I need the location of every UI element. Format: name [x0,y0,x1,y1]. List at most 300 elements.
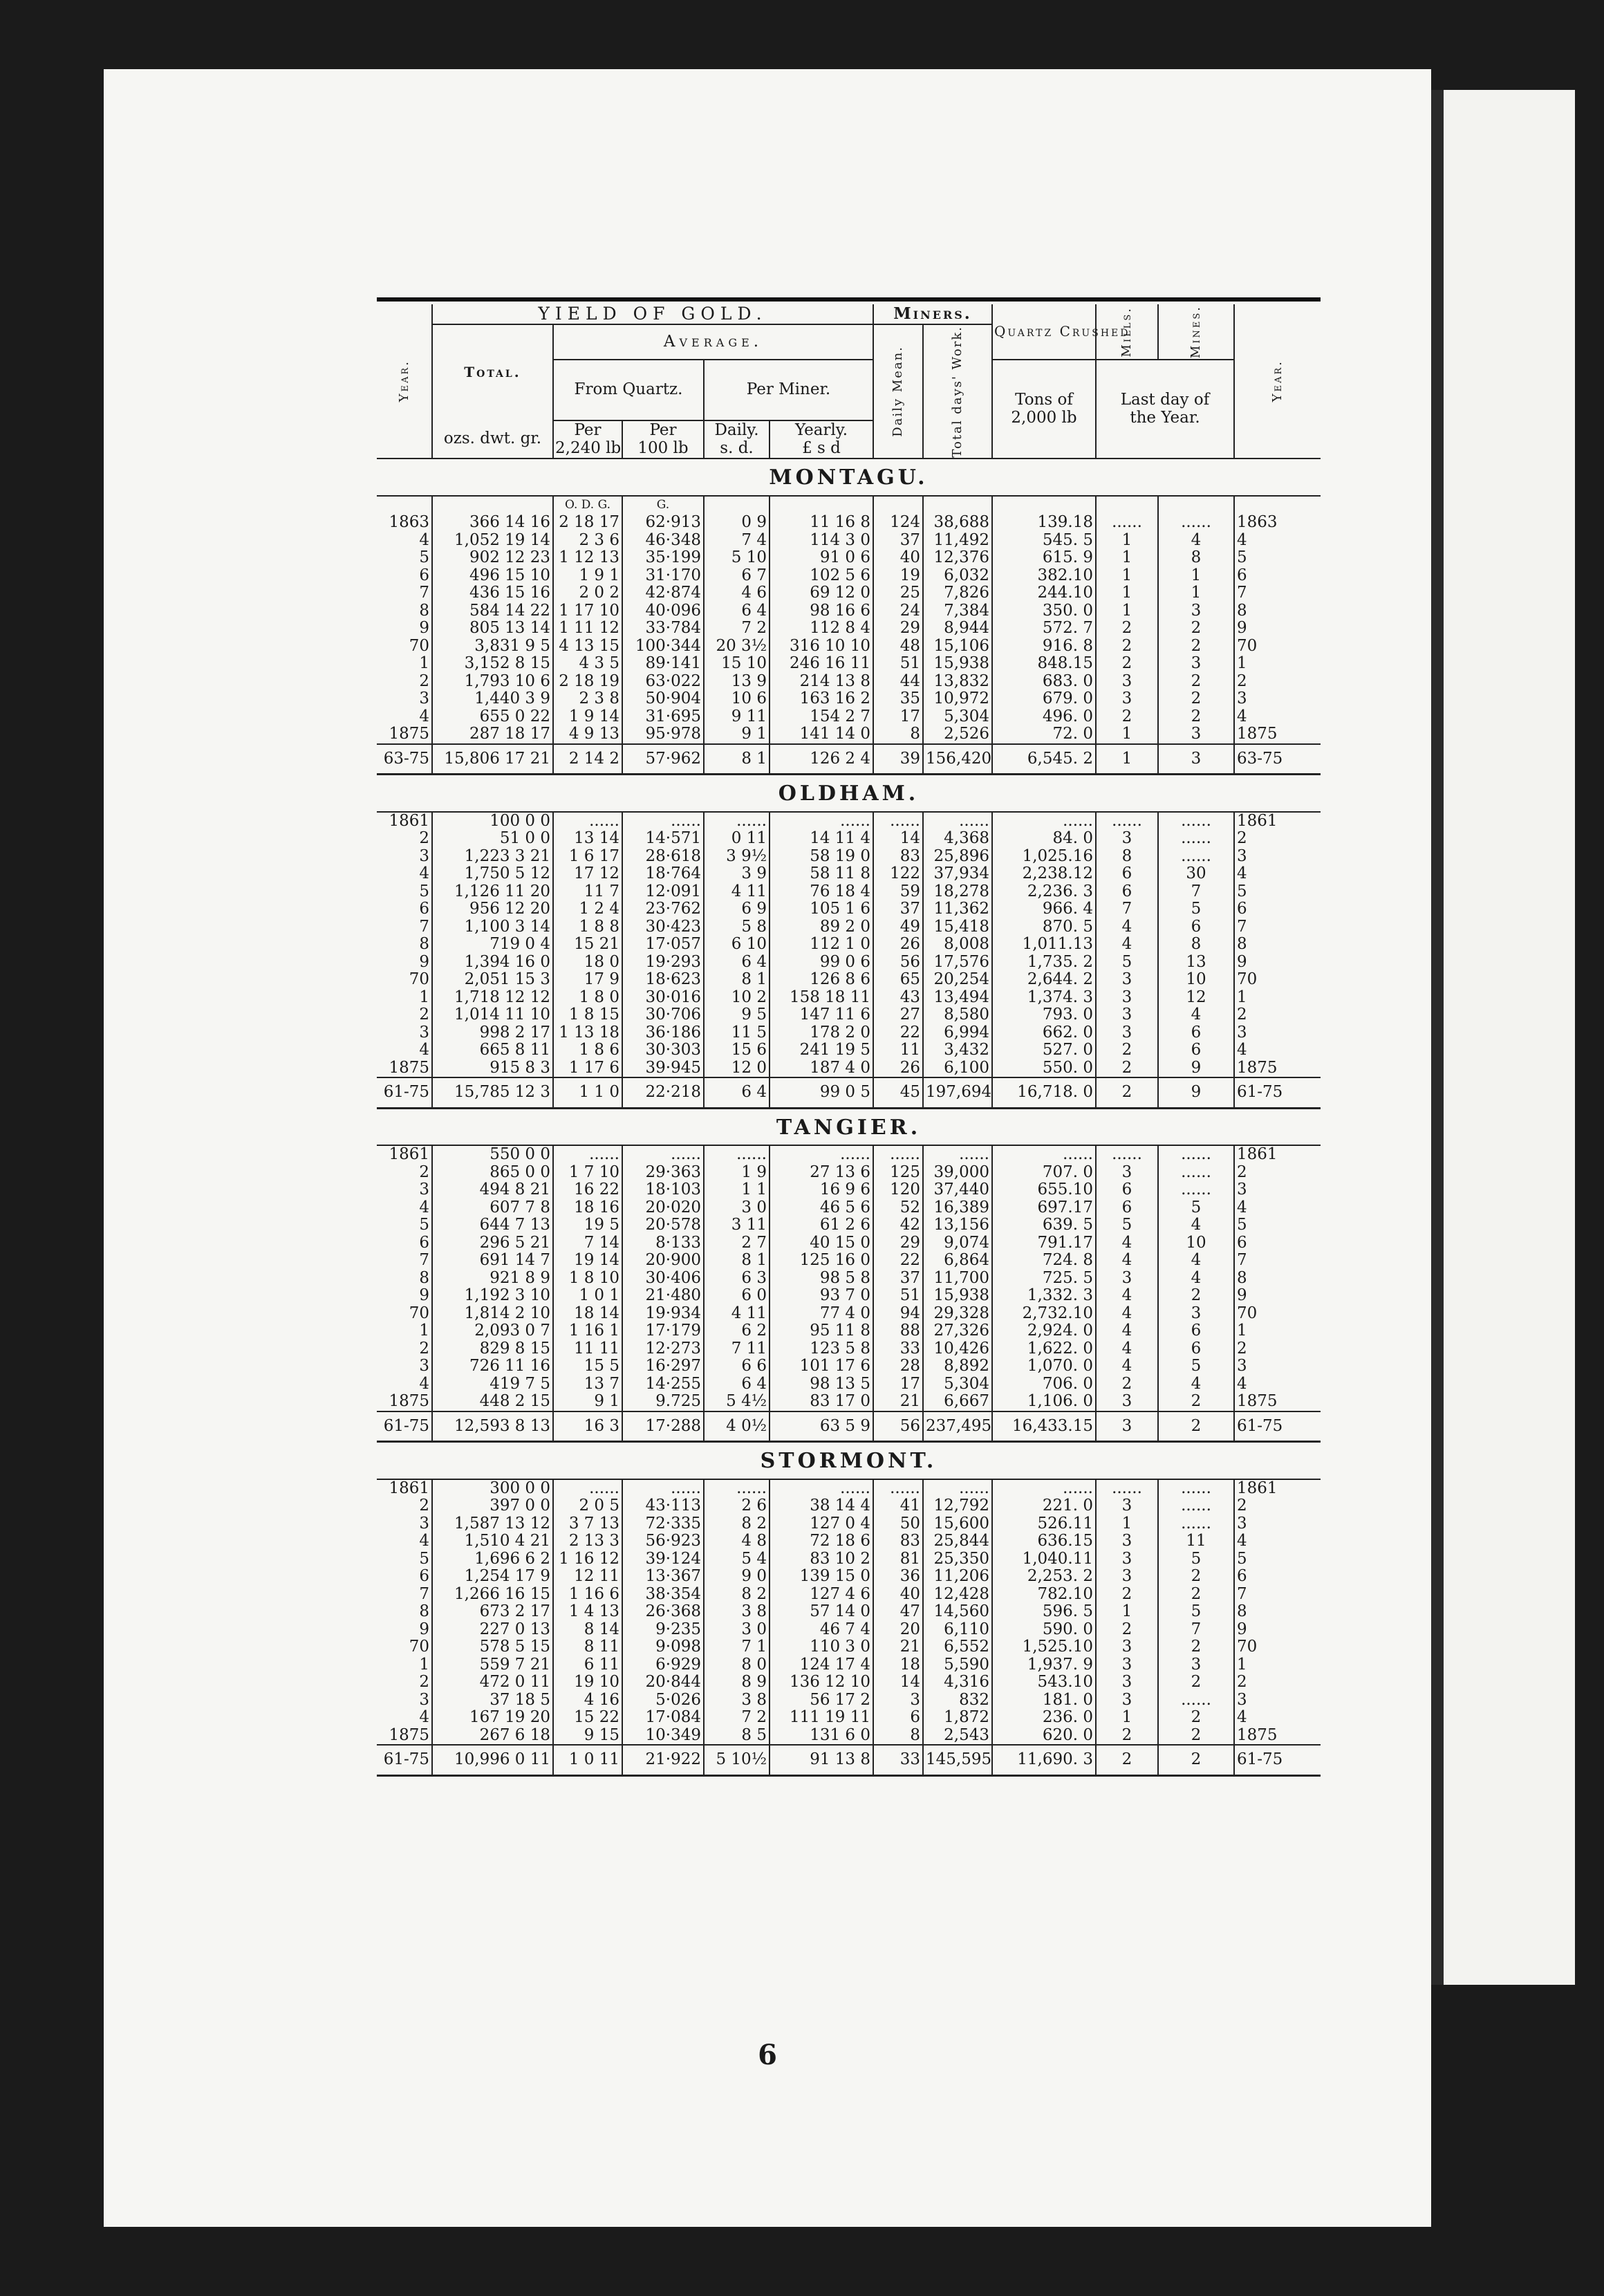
table-cell: 16·297 [622,1358,704,1376]
table-cell: 8 [377,1270,432,1288]
table-cell: 2 18 17 [553,514,622,532]
table-cell: ...... [923,1479,992,1498]
table-cell: 655 0 22 [432,708,553,726]
table-cell: 114 3 0 [770,532,873,550]
table-cell: 865 0 0 [432,1164,553,1182]
table-cell: 136 12 10 [770,1674,873,1692]
table-cell: 5 [1096,954,1158,972]
table-row [377,1497,1321,1515]
table-cell: 15 5 [553,1358,622,1376]
table-cell: 1,374. 3 [992,989,1096,1007]
table-cell: 3 [377,690,432,708]
table-cell: 4 [1237,1374,1247,1393]
table-cell: 3 [1096,1164,1158,1182]
table-cell: 1,622. 0 [992,1340,1096,1358]
table-cell: ...... [1158,514,1234,532]
table-cell: 13 7 [553,1376,622,1394]
table-cell: 1,750 5 12 [432,865,553,883]
table-cell: 1861 [1237,1479,1278,1497]
table-cell: 20 [873,1621,923,1639]
table-cell: 15,418 [923,918,992,936]
table-cell: 8 [1237,935,1247,954]
table-cell: 102 5 6 [770,567,873,585]
table-cell: 47 [873,1603,923,1621]
total-days-work-header: Total days' Work. [923,324,992,459]
table-cell: 1 [1096,1515,1158,1533]
tons-header: Tons of 2,000 lb [992,360,1096,459]
table-cell: 916. 8 [992,638,1096,656]
table-row [377,1621,1321,1639]
table-row [377,690,1321,708]
table-cell: 6 3 [704,1270,770,1288]
table-cell: 6 [1237,1567,1247,1586]
table-row [377,918,1321,936]
total-cell: 21·922 [622,1745,704,1775]
table-cell: 3 [377,1358,432,1376]
table-cell: 4 [377,1041,432,1059]
table-cell: 48 [873,638,923,656]
table-cell: 4 [1237,1532,1247,1550]
table-row [377,1164,1321,1182]
table-cell: 3 [1237,1023,1247,1041]
table-row [377,954,1321,972]
table-cell: 5 4 [704,1550,770,1568]
table-cell: 51 0 0 [432,830,553,848]
table-cell: 139.18 [992,514,1096,532]
table-cell: 9 0 [704,1568,770,1586]
mills-header: Mills. [1096,304,1158,360]
table-row [377,812,1321,831]
table-cell: 7 [1096,900,1158,918]
table-cell: 1875 [1237,725,1278,743]
table-cell: 3 0 [704,1621,770,1639]
table-cell: 496. 0 [992,708,1096,726]
odg-unit-label: O. D. G. [553,496,622,515]
table-cell: 1,872 [923,1709,992,1727]
total-cell: 1 [1096,744,1158,775]
table-cell: 12·273 [622,1340,704,1358]
table-cell: 1875 [377,1059,432,1078]
table-cell: 112 8 4 [770,620,873,638]
table-cell: 12,376 [923,549,992,567]
table-cell: 1 8 0 [553,989,622,1007]
table-cell: 636.15 [992,1533,1096,1550]
table-cell: 127 4 6 [770,1586,873,1604]
total-cell: 156,420 [923,744,992,775]
table-cell: 4 [377,1376,432,1394]
total-cell: 45 [873,1077,923,1108]
table-cell: 2 [1096,708,1158,726]
table-cell: 4 [1237,530,1247,549]
table-cell: 2 [1096,1059,1158,1078]
table-cell: 4 [377,708,432,726]
table-cell: 8 [873,1727,923,1746]
table-cell: 1 [1237,1655,1247,1674]
table-cell: 21·480 [622,1287,704,1305]
total-cell: 4 0½ [704,1411,770,1442]
table-cell: 5 [1237,1216,1247,1234]
table-cell: 6,667 [923,1393,992,1411]
table-cell: 8 [1237,1602,1247,1621]
table-cell: 89 2 0 [770,918,873,936]
table-cell: 37 [873,900,923,918]
average-header: Average. [553,324,873,360]
table-cell: 46 5 6 [770,1199,873,1217]
table-cell: ...... [1158,1479,1234,1498]
table-row [377,1305,1321,1323]
table-cell: 17 [873,708,923,726]
table-cell: 8 5 [704,1727,770,1746]
table-cell: 2 [1096,1621,1158,1639]
table-cell: ...... [770,1145,873,1164]
table-cell: 2 [1158,1586,1234,1604]
section-title: MONTAGU. [377,459,1321,496]
table-cell: 1861 [1237,811,1278,830]
table-cell: 2 [1096,620,1158,638]
table-cell: 2 [1237,829,1247,848]
total-cell: 2 [1158,1411,1234,1442]
mines-header: Mines. [1158,304,1234,360]
table-cell: 7,826 [923,584,992,602]
table-cell: 6 9 [704,900,770,918]
table-cell: 1 [1096,602,1158,620]
table-cell: 7 1 [704,1638,770,1656]
table-cell: 3 [1158,1305,1234,1323]
table-cell: 6 [377,1234,432,1252]
table-cell: 3 [1237,1514,1247,1533]
table-cell: 14 [873,830,923,848]
table-cell: 11,362 [923,900,992,918]
table-row [377,1533,1321,1550]
table-cell: 2 [1237,1673,1247,1692]
table-cell: 167 19 20 [432,1709,553,1727]
table-cell: 4 11 [704,883,770,901]
table-cell: 4 13 15 [553,638,622,656]
table-cell: 3,152 8 15 [432,655,553,673]
table-cell: 1,814 2 10 [432,1305,553,1323]
table-cell: 3 0 [704,1199,770,1217]
units-cell [923,496,992,515]
table-row [377,865,1321,883]
table-cell: 4 [1237,864,1247,883]
table-cell: 5,590 [923,1656,992,1674]
table-cell: 2 [1158,690,1234,708]
table-cell: 88 [873,1322,923,1340]
table-cell: 39·124 [622,1550,704,1568]
table-cell: 5 [1158,1358,1234,1376]
table-cell: 9 [1237,1286,1247,1305]
table-cell: 1 13 18 [553,1024,622,1042]
table-cell: 706. 0 [992,1376,1096,1394]
table-cell: 1 [377,1656,432,1674]
per-miner-header: Per Miner. [704,360,873,420]
table-cell: 6,032 [923,567,992,585]
table-row [377,1709,1321,1727]
table-cell: 2 [1158,1709,1234,1727]
table-cell: 28·618 [622,848,704,866]
table-cell: ...... [1096,514,1158,532]
table-cell: 4 [1237,707,1247,725]
table-cell: 1,100 3 14 [432,918,553,936]
table-cell: 20 3½ [704,638,770,656]
table-cell: 3 [1096,1270,1158,1288]
table-cell: 3 [1096,1024,1158,1042]
table-cell: 6 [1158,918,1234,936]
table-cell: 124 17 4 [770,1656,873,1674]
per-100-header: Per 100 lb [622,420,704,459]
table-cell: 1 [1096,1603,1158,1621]
table-cell: 791.17 [992,1234,1096,1252]
table-cell: ...... [1096,1479,1158,1498]
table-cell: 1861 [377,1479,432,1498]
table-cell: 832 [923,1692,992,1710]
table-cell: 3 9 [704,865,770,883]
table-cell: 27 13 6 [770,1164,873,1182]
table-cell: 27 [873,1006,923,1024]
section-total-row [377,1745,1321,1775]
table-cell: 7 [377,1252,432,1270]
yield-of-gold-header: YIELD OF GOLD. [432,304,873,324]
table-cell: 397 0 0 [432,1497,553,1515]
table-cell: 37,934 [923,865,992,883]
table-cell: 4 [1096,1305,1158,1323]
total-cell: 61-75 [377,1745,432,1775]
total-cell: 63-75 [377,744,432,775]
table-cell: 70 [377,1638,432,1656]
table-cell: 8 [377,602,432,620]
table-row [377,655,1321,673]
table-cell: 2 3 8 [553,690,622,708]
table-cell: 3 [1096,1638,1158,1656]
table-cell: 20·020 [622,1199,704,1217]
table-cell: 2 [377,1164,432,1182]
table-cell: 2 [377,1006,432,1024]
table-row [377,514,1321,532]
table-cell: 18 0 [553,954,622,972]
table-cell: 966. 4 [992,900,1096,918]
table-cell: 125 [873,1164,923,1182]
table-cell: 17·179 [622,1322,704,1340]
table-cell: 448 2 15 [432,1393,553,1411]
table-cell: 724. 8 [992,1252,1096,1270]
table-cell: 36·186 [622,1024,704,1042]
table-cell: 350. 0 [992,602,1096,620]
table-cell: 4 [1158,1252,1234,1270]
table-cell: 4 9 13 [553,725,622,744]
table-cell: 5 [1237,548,1247,567]
table-cell: 7 14 [553,1234,622,1252]
table-cell: 41 [873,1497,923,1515]
table-cell: 5 4½ [704,1393,770,1411]
table-cell: 125 16 0 [770,1252,873,1270]
table-cell: 3 [1158,602,1234,620]
table-cell: 2 [1096,638,1158,656]
table-cell: 5,304 [923,1376,992,1394]
table-cell: 1875 [377,1727,432,1746]
table-cell: 2 [377,1340,432,1358]
total-cell: 6 4 [704,1077,770,1108]
table-row [377,1340,1321,1358]
table-cell: 19 [873,567,923,585]
table-cell: 9 [377,1621,432,1639]
from-quartz-header: From Quartz. [553,360,704,420]
table-cell: 29,328 [923,1305,992,1323]
total-cell: 61-75 [1234,1411,1321,1442]
table-cell: 2 0 2 [553,584,622,602]
table-cell: 1 [1096,567,1158,585]
table-cell: 8,892 [923,1358,992,1376]
table-cell: 2 [377,830,432,848]
total-cell: 8 1 [704,744,770,775]
table-row [377,620,1321,638]
table-cell: 436 15 16 [432,584,553,602]
table-cell: 267 6 18 [432,1727,553,1746]
total-cell: 61-75 [1234,1077,1321,1108]
table-cell: 9 [1237,619,1247,638]
gold-yield-table [377,304,1321,1777]
table-cell: 8 1 [704,1252,770,1270]
table-cell: 14 11 4 [770,830,873,848]
table-cell: 1,070. 0 [992,1358,1096,1376]
table-cell: 1 [1096,532,1158,550]
table-cell: 9.725 [622,1393,704,1411]
table-row [377,708,1321,726]
table-row [377,1145,1321,1164]
table-cell: 1 [377,989,432,1007]
table-cell: 4 [377,865,432,883]
table-cell: 14 [873,1674,923,1692]
table-cell: 2 [1158,1287,1234,1305]
table-cell: 9,074 [923,1234,992,1252]
table-cell: 9 [1237,1620,1247,1638]
table-cell: 998 2 17 [432,1024,553,1042]
table-cell: 3 [1096,673,1158,691]
table-cell: 2,253. 2 [992,1568,1096,1586]
table-cell: ...... [923,812,992,831]
table-cell: 4 [1096,936,1158,954]
section-total-row [377,744,1321,775]
table-cell: 6,552 [923,1638,992,1656]
table-cell: 15,600 [923,1515,992,1533]
table-cell: 9 [377,620,432,638]
table-cell: 12 11 [553,1568,622,1586]
table-cell: ...... [622,812,704,831]
total-units-header: ozs. dwt. gr. [432,420,553,459]
section-total-row [377,1411,1321,1442]
table-cell: 26·368 [622,1603,704,1621]
table-cell: 30·706 [622,1006,704,1024]
table-cell: 805 13 14 [432,620,553,638]
table-cell: 472 0 11 [432,1674,553,1692]
table-row [377,673,1321,691]
table-cell: 70 [1237,1638,1258,1656]
table-cell: 5 [377,883,432,901]
table-cell: 11,206 [923,1568,992,1586]
table-cell: 1863 [377,514,432,532]
table-cell: 35 [873,690,923,708]
table-cell: 1,254 17 9 [432,1568,553,1586]
table-cell: 8 [1237,601,1247,620]
table-cell: 1 8 10 [553,1270,622,1288]
table-cell: 6 [377,567,432,585]
table-cell: 72·335 [622,1515,704,1533]
table-cell: 639. 5 [992,1216,1096,1234]
table-cell: 4 [1158,1270,1234,1288]
table-cell: 5 [1237,1549,1247,1568]
table-cell: 70 [1237,1304,1258,1322]
table-cell: 2 [377,1674,432,1692]
table-cell: 6 [1158,1322,1234,1340]
table-cell: 10,972 [923,690,992,708]
table-row [377,1358,1321,1376]
table-cell: 38,688 [923,514,992,532]
table-cell: 84. 0 [992,830,1096,848]
table-cell: 10 [1158,971,1234,989]
table-row [377,971,1321,989]
table-cell: 11 5 [704,1024,770,1042]
table-cell: 1 9 [704,1164,770,1182]
table-cell: 870. 5 [992,918,1096,936]
table-row [377,1674,1321,1692]
table-row [377,936,1321,954]
table-cell: 1 12 13 [553,549,622,567]
units-cell [1158,496,1234,515]
table-row [377,1287,1321,1305]
table-cell: 2 [1096,1376,1158,1394]
table-cell: 18 16 [553,1199,622,1217]
table-cell: 11,492 [923,532,992,550]
table-cell: 65 [873,971,923,989]
table-cell: 244.10 [992,584,1096,602]
table-cell: 69 12 0 [770,584,873,602]
year-header-left: Year. [377,304,432,459]
table-cell: 9 1 [553,1393,622,1411]
table-cell: 7 [1158,1621,1234,1639]
table-cell: 4 [1096,1234,1158,1252]
table-cell: 57 14 0 [770,1603,873,1621]
table-cell: 6,100 [923,1059,992,1078]
table-cell: 181. 0 [992,1692,1096,1710]
total-cell: 61-75 [1234,1745,1321,1775]
table-cell: 227 0 13 [432,1621,553,1639]
table-cell: 4 [1158,1376,1234,1394]
table-cell: ...... [923,1145,992,1164]
table-cell: 100 0 0 [432,812,553,831]
table-cell: 578 5 15 [432,1638,553,1656]
table-row [377,1041,1321,1059]
table-cell: 13,156 [923,1216,992,1234]
table-row [377,1216,1321,1234]
table-cell: 89·141 [622,655,704,673]
table-cell: 4 16 [553,1692,622,1710]
total-cell: 22·218 [622,1077,704,1108]
table-cell: 13,832 [923,673,992,691]
section-title-row [377,1108,1321,1145]
table-cell: 1 [1096,1709,1158,1727]
table-cell: 1 9 1 [553,567,622,585]
table-cell: 644 7 13 [432,1216,553,1234]
table-cell: 19 10 [553,1674,622,1692]
table-cell: 1 [1237,654,1247,673]
table-cell: 3 11 [704,1216,770,1234]
table-cell: 3 [1096,1550,1158,1568]
table-cell: 14,560 [923,1603,992,1621]
table-cell: 1 16 12 [553,1550,622,1568]
table-cell: ...... [622,1479,704,1498]
table-cell: 1 [377,1322,432,1340]
table-cell: 3 [1096,1674,1158,1692]
table-cell: 70 [377,1305,432,1323]
